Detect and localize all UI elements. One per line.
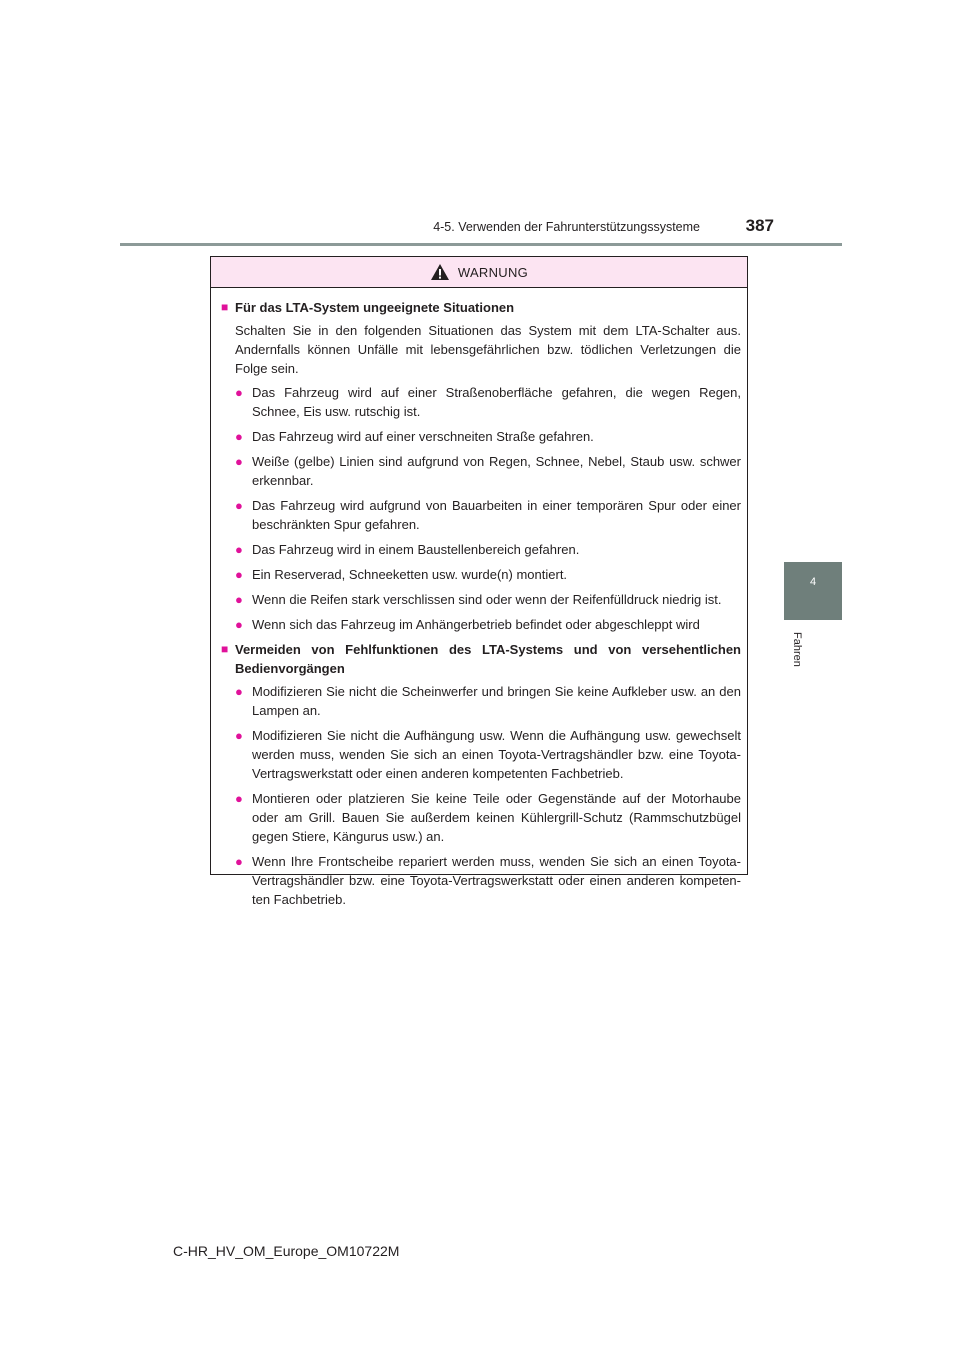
round-bullet-icon: ●: [235, 385, 243, 400]
round-bullet-icon: ●: [235, 454, 243, 469]
list-item: [235, 540, 741, 559]
list-item-text: Wenn sich das Fahrzeug im Anhängerbetrieb befindet oder abgeschleppt wird: [252, 617, 700, 632]
list-item-text: Ein Reserverad, Schneeketten usw. wurde(n) montiert.: [252, 567, 568, 582]
list-item-text: Das Fahrzeug wird auf einer Straßenoberfläche gefahren, die wegen Regen, Schnee, Eis usw. rutschig ist.: [252, 385, 741, 419]
list-item-text: Modifizieren Sie nicht die Scheinwerfer und bringen Sie keine Aufkleber usw. an den Lampen an.: [252, 684, 741, 718]
list-item: [235, 789, 741, 846]
list-item-text: Modifizieren Sie nicht die Aufhängung usw. Wenn die Aufhängung usw. gewechselt werden muss, wenden Sie sich an einen Toyota-Vertragshändler bzw. eine Toyota-Vertragswerkstatt oder einen anderen kompetenten Fachbetrieb.: [252, 728, 741, 781]
list-item: [235, 682, 741, 720]
header-rule: [120, 243, 842, 246]
round-bullet-icon: ●: [235, 498, 243, 513]
list-item-text: Weiße (gelbe) Linien sind aufgrund von Regen, Schnee, Nebel, Staub usw. schwer erkennbar.: [252, 454, 741, 488]
round-bullet-icon: ●: [235, 791, 243, 806]
warning-triangle-icon: [430, 263, 450, 281]
list-item-text: Wenn Ihre Frontscheibe repariert werden muss, wenden Sie sich an einen Toyota-Vertragshändler bzw. eine Toyota-Vertragswerkstatt oder einen anderen kompeten-ten Fachbetrieb.: [252, 854, 741, 907]
list-item: [235, 590, 741, 609]
list-item: [235, 565, 741, 584]
square-bullet-icon: ■: [221, 300, 229, 314]
round-bullet-icon: ●: [235, 592, 243, 607]
round-bullet-icon: ●: [235, 728, 243, 743]
list-item: [235, 383, 741, 421]
list-item-text: Montieren oder platzieren Sie keine Teile oder Gegenstände auf der Motorhaube oder am Grill. Bauen Sie außerdem keinen Kühlergrill-Schutz (Rammschutzbügel gegen Stiere, Kängurus usw.) an.: [252, 791, 741, 844]
page-number: 387: [745, 216, 774, 235]
round-bullet-icon: ●: [235, 684, 243, 699]
list-item: [235, 427, 741, 446]
section-heading: [221, 298, 741, 317]
list-item: [235, 852, 741, 909]
chapter-tab: [784, 562, 842, 620]
list-item-text: Das Fahrzeug wird auf einer verschneiten Straße gefahren.: [252, 429, 594, 444]
warning-body: [211, 288, 747, 909]
section-intro: Schalten Sie in den folgenden Situationen das System mit dem LTA-Schalter aus. Andernfalls können Unfälle mit lebensgefährlichen bzw. tödlichen Verletzungen die Folge sein.: [235, 323, 741, 376]
chapter-label: Fahren: [791, 632, 803, 667]
warning-header: [211, 257, 747, 288]
round-bullet-icon: ●: [235, 567, 243, 582]
warning-box: [210, 256, 748, 907]
list-item: [235, 726, 741, 783]
list-item: [235, 452, 741, 490]
section-heading: [221, 640, 741, 678]
round-bullet-icon: ●: [235, 542, 243, 557]
list-item: [235, 496, 741, 534]
list-item-text: Das Fahrzeug wird in einem Baustellenbereich gefahren.: [252, 542, 580, 557]
section-heading-text: Vermeiden von Fehlfunktionen des LTA-Systems und von versehentlichen Bedienvorgängen: [235, 642, 741, 676]
round-bullet-icon: ●: [235, 429, 243, 444]
square-bullet-icon: ■: [221, 642, 229, 656]
list-item-text: Das Fahrzeug wird aufgrund von Bauarbeiten in einer temporären Spur oder einer beschränkten Spur gefahren.: [252, 498, 741, 532]
chapter-number: 4: [809, 576, 817, 588]
round-bullet-icon: ●: [235, 854, 243, 869]
section-heading-text: Für das LTA-System ungeeignete Situationen: [235, 300, 515, 315]
document-code: C-HR_HV_OM_Europe_OM10722M: [173, 1243, 400, 1259]
list-item: [235, 615, 741, 634]
section-title: 4-5. Verwenden der Fahrunterstützungssysteme: [433, 220, 700, 234]
list-item-text: Wenn die Reifen stark verschlissen sind oder wenn der Reifenfülldruck niedrig ist.: [252, 592, 722, 607]
warning-title: WARNUNG: [457, 264, 529, 280]
round-bullet-icon: ●: [235, 617, 243, 632]
chapter-label-wrap: [791, 632, 838, 667]
